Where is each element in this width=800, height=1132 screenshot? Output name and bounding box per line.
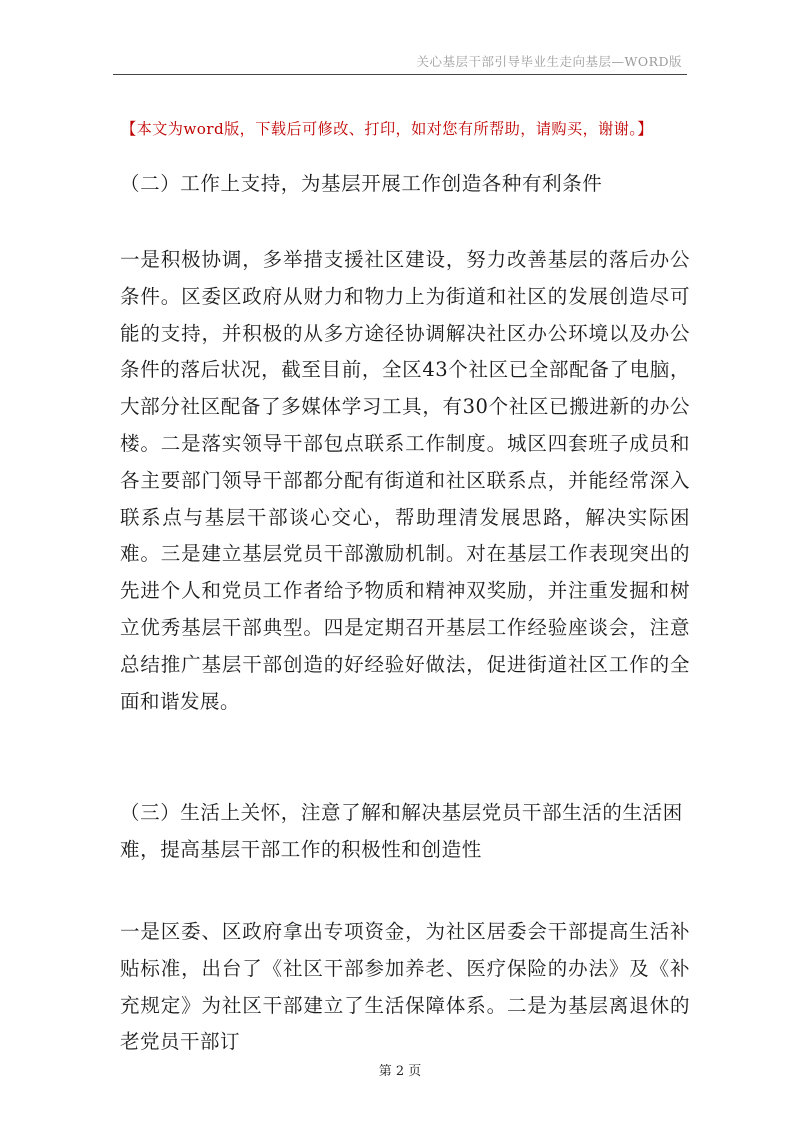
section-heading-3: （三）生活上关怀，注意了解和解决基层党员干部生活的生活困难，提高基层干部工作的积极性和创造性 [120, 801, 683, 861]
section-paragraph-2: 一是积极协调，多举措支援社区建设，努力改善基层的落后办公条件。区委区政府从财力和物力上为街道和社区的发展创造尽可能的支持，并积极的从多方途径协调解决社区办公环境以及办公条件的落后状况，截至目前，全区43个社区已全部配备了电脑，大部分社区配备了多媒体学习工具，有30个社区已搬进新的办公楼。二是落实领导干部包点联系工作制度。城区四套班子成员和各主要部门领导干部都分配有街道和社区联系点，并能经常深入联系点与基层干部谈心交心，帮助理清发展思路，解决实际困难。三是建立基层党员干部激励机制。对在基层工作表现突出的先进个人和党员工作者给予物质和精神双奖励，并注重发掘和树立优秀基层干部典型。四是定期召开基层工作经验座谈会，注意总结推广基层干部创造的好经验好做法，促进街道社区工作的全面和谐发展。 [120, 248, 690, 713]
download-notice: 【本文为word版，下载后可修改、打印，如对您有所帮助，请购买，谢谢。】 [121, 120, 653, 138]
page-number: 第 2 页 [378, 1064, 422, 1079]
header-divider [113, 74, 687, 75]
section-heading-2: （二）工作上支持，为基层开展工作创造各种有利条件 [120, 172, 603, 195]
section-paragraph-3: 一是区委、区政府拿出专项资金，为社区居委会干部提高生活补贴标准，出台了《社区干部参加养老、医疗保险的办法》及《补充规定》为社区干部建立了生活保障体系。二是为基层离退休的老党员干部订 [120, 920, 690, 1054]
header-title: 关心基层干部引导毕业生走向基层—WORD版 [416, 54, 682, 69]
